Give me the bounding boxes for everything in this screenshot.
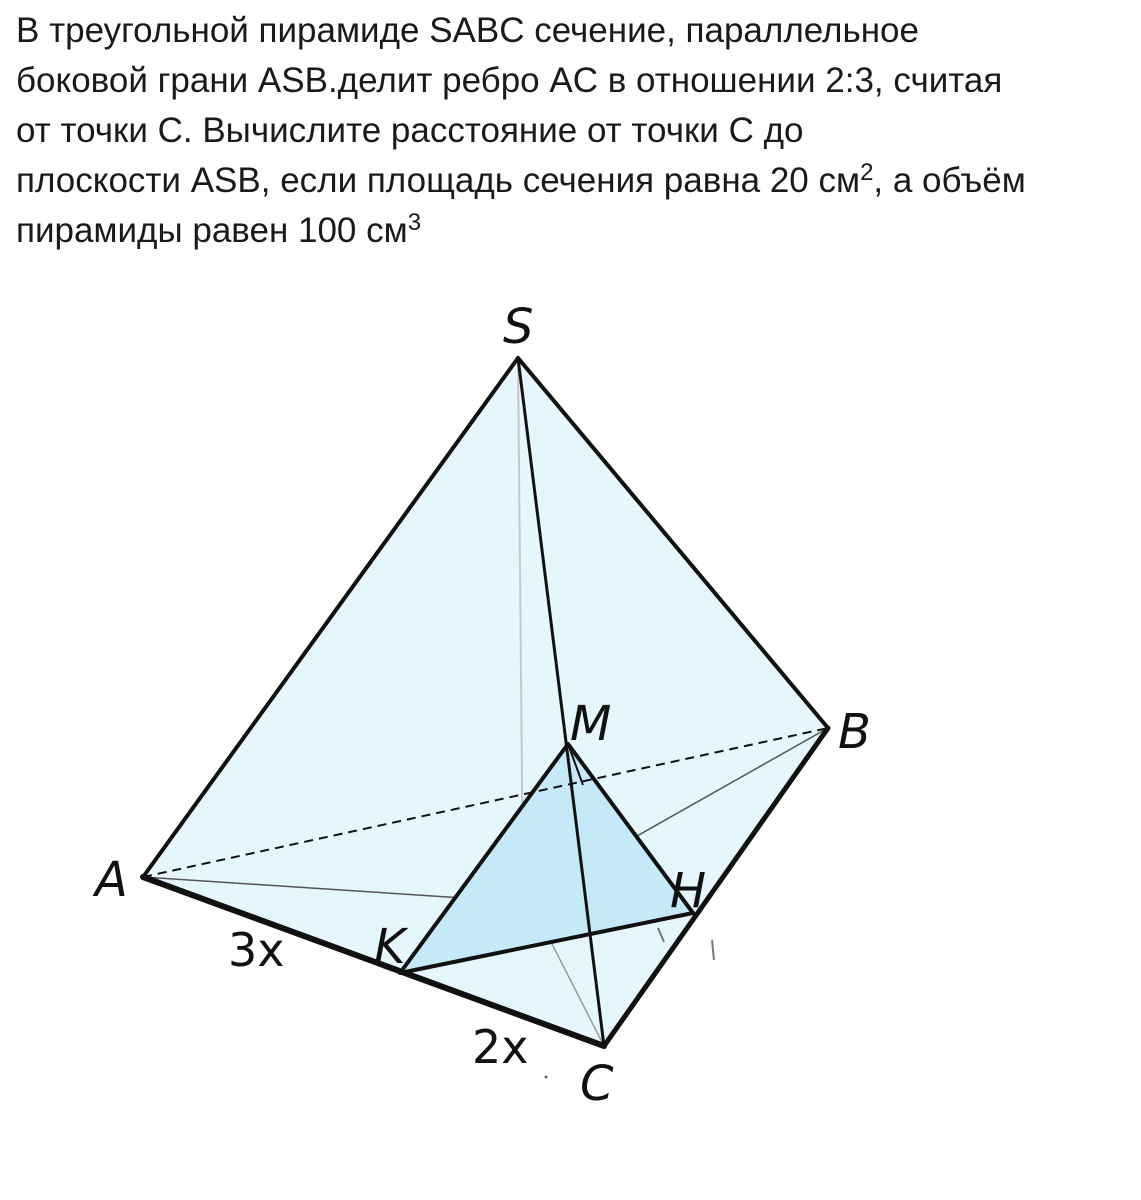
problem-line-2: боковой грани ASB.делит ребро AC в отношении 2:3, считая — [16, 61, 1003, 100]
stray-dot — [545, 1076, 548, 1079]
label-a: A — [95, 852, 128, 908]
problem-line-4-tail: , а объём — [873, 161, 1026, 200]
label-c: C — [580, 1056, 614, 1112]
problem-line-5-text: пирамиды равен 100 см — [16, 211, 408, 250]
label-segment-ak: 3x — [228, 923, 285, 977]
area-exponent: 2 — [860, 159, 874, 186]
problem-line-4-text: плоскости ASB, если площадь сечения равна 20 см — [16, 161, 861, 200]
label-m: M — [570, 696, 612, 752]
label-h: H — [670, 863, 707, 919]
tick-mark-1 — [712, 940, 714, 960]
label-s: S — [503, 299, 534, 355]
label-segment-kc: 2x — [472, 1020, 529, 1074]
problem-line-1: В треугольной пирамиде SABC сечение, параллельное — [16, 11, 919, 50]
label-b: B — [838, 704, 871, 760]
label-k: K — [374, 919, 406, 975]
problem-line-3: от точки С. Вычислите расстояние от точки С до — [16, 111, 804, 150]
volume-exponent: 3 — [407, 209, 422, 236]
